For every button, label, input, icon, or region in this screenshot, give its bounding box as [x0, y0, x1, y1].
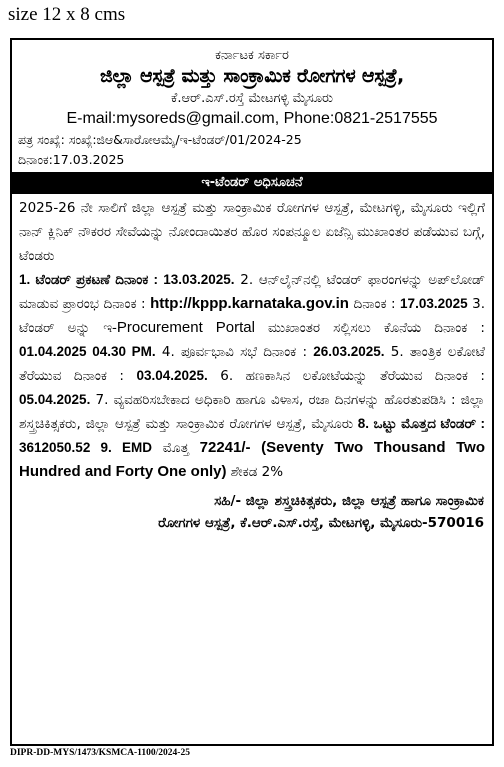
hospital-address: ಕೆ.ಆರ್.ಎಸ್.ರಸ್ತೆ ಮೇಟಗಳ್ಳಿ ಮೈಸೂರು	[170, 91, 334, 106]
item6-label: 6. ಹಣಕಾಸಿನ ಲಕೋಟೆಯನ್ನು ತೆರೆಯುವ ದಿನಾಂಕ :	[207, 368, 485, 384]
item2-date-label: ದಿನಾಂಕ :	[348, 296, 401, 312]
item9-value: 72241/- (Seventy Two Thousand Two Hundred and Forty One only)	[19, 439, 485, 480]
item4-label: 4. ಪೂರ್ವಭಾವಿ ಸಭೆ ದಿನಾಂಕ :	[155, 344, 314, 360]
item5-value: 03.04.2025.	[136, 368, 208, 383]
item9-mid: ಮೊತ್ತ	[152, 440, 200, 456]
contact-line: E-mail:mysoreds@gmail.com, Phone:0821-2517555	[66, 110, 438, 127]
reference-number: ಪತ್ರ ಸಂಖ್ಯೆ: ಸಂಖ್ಯೆ:ಜಿಆ&ಸಾರೋಆಮೈ/ಇ-ಟೆಂಡರ್/01/2024-25	[18, 132, 302, 147]
item8-label: 8. ಒಟ್ಟು ಮೊತ್ತದ ಟೆಂಡರ್ :	[353, 416, 485, 431]
signature-line-1: ಸಹಿ/- ಜಿಲ್ಲಾ ಶಸ್ತ್ರಚಿಕಿತ್ಸಕರು, ಜಿಲ್ಲಾ ಆಸ್ಪತ್ರೆ ಹಾಗೂ ಸಾಂಕ್ರಾಮಿಕ	[214, 493, 484, 509]
item5-label: 5. ತಾಂತ್ರಿಕ ಲಕೋಟೆ ತೆರೆಯುವ ದಿನಾಂಕ :	[19, 344, 486, 384]
govt-title: ಕರ್ನಾಟಕ ಸರ್ಕಾರ	[215, 48, 289, 63]
item9-suffix: ಶೇಕಡ 2%	[226, 464, 284, 480]
letterhead	[12, 48, 492, 128]
notice-banner: ಇ-ಟೆಂಡರ್ ಅಧಿಸೂಚನೆ	[12, 172, 492, 194]
item3-label: 3. ಟೆಂಡರ್ ಅನ್ನು ಇ-	[19, 296, 485, 336]
notice-body	[12, 194, 492, 484]
footer-code: DIPR-DD-MYS/1473/KSMCA-1100/2024-25	[10, 748, 190, 758]
item6-value: 05.04.2025.	[19, 392, 91, 407]
item8-value: 3612050.52	[19, 440, 91, 455]
item1-label: 1. ಟೆಂಡರ್ ಪ್ರಕಟಣೆ ದಿನಾಂಕ :	[19, 272, 164, 287]
item4-value: 26.03.2025.	[313, 344, 385, 359]
item9-label: 9. EMD	[90, 440, 153, 455]
item2-value: 17.03.2025	[400, 296, 468, 311]
item3-rest: ಮುಖಾಂತರ ಸಲ್ಲಿಸಲು ಕೊನೆಯ ದಿನಾಂಕ :	[254, 320, 485, 336]
intro-text: 2025-26 ನೇ ಸಾಲಿಗೆ ಜಿಲ್ಲಾ ಆಸ್ಪತ್ರೆ ಮತ್ತು ಸಾಂಕ್ರಾಮಿಕ ರೋಗಗಳ ಆಸ್ಪತ್ರೆ, ಮೇಟಗಳ್ಳಿ, ಮೈಸೂರು ಇಲ್ಲಿಗೆ ನಾನ್ ಕ್ಲಿನಿಕ್ ನೌಕರರ ಸೇವೆಯನ್ನು ನೋಂದಾಯಿತರ ಹೊರ ಸಂಪನ್ಮೂಲ ಏಜೆನ್ಸಿ ಮುಖಾಂತರ ಪಡೆಯುವ ಬಗ್ಗೆ, ಟೆಂಡರು	[19, 200, 485, 264]
hospital-name: ಜಿಲ್ಲಾ ಆಸ್ಪತ್ರೆ ಮತ್ತು ಸಾಂಕ್ರಾಮಿಕ ರೋಗಗಳ ಆಸ್ಪತ್ರೆ,	[99, 65, 405, 87]
notice-date: ದಿನಾಂಕ:17.03.2025	[18, 152, 125, 167]
item2-label: 2. ಆನ್‌ಲೈನ್‌ನಲ್ಲಿ ಟೆಂಡರ್ ಫಾರಂಗಳನ್ನು ಅಪ್‌ಲೋಡ್ ಮಾಡುವ ಪ್ರಾರಂಭ ದಿನಾಂಕ :	[19, 272, 485, 312]
notice-frame	[10, 38, 494, 746]
item1-value: 13.03.2025.	[163, 272, 235, 287]
signature-line-2: ರೋಗಗಳ ಆಸ್ಪತ್ರೆ, ಕೆ.ಆರ್.ಎಸ್.ರಸ್ತೆ, ಮೇಟಗಳ್ಳಿ, ಮೈಸೂರು-570016	[158, 515, 484, 531]
portal-url: http://kppp.karnataka.gov.in	[150, 295, 349, 312]
signature-block	[12, 484, 492, 534]
item3-value: 01.04.2025 04.30 PM.	[19, 344, 156, 359]
size-note: size 12 x 8 cms	[8, 4, 126, 25]
item7-label: 7. ವ್ಯವಹರಿಸಬೇಕಾದ ಅಧಿಕಾರಿ ಹಾಗೂ ವಿಳಾಸ, ರಜಾ ದಿನಗಳನ್ನು ಹೊರತುಪಡಿಸಿ : ಜಿಲ್ಲಾ ಶಸ್ತ್ರಚಿಕಿತ್ಸಕರು, ಜಿಲ್ಲಾ ಆಸ್ಪತ್ರೆ ಮತ್ತು ಸಾಂಕ್ರಾಮಿಕ ರೋಗಗಳ ಆಸ್ಪತ್ರೆ, ಮೈಸೂರು	[19, 392, 485, 432]
item3-portal: Procurement Portal	[116, 319, 255, 336]
